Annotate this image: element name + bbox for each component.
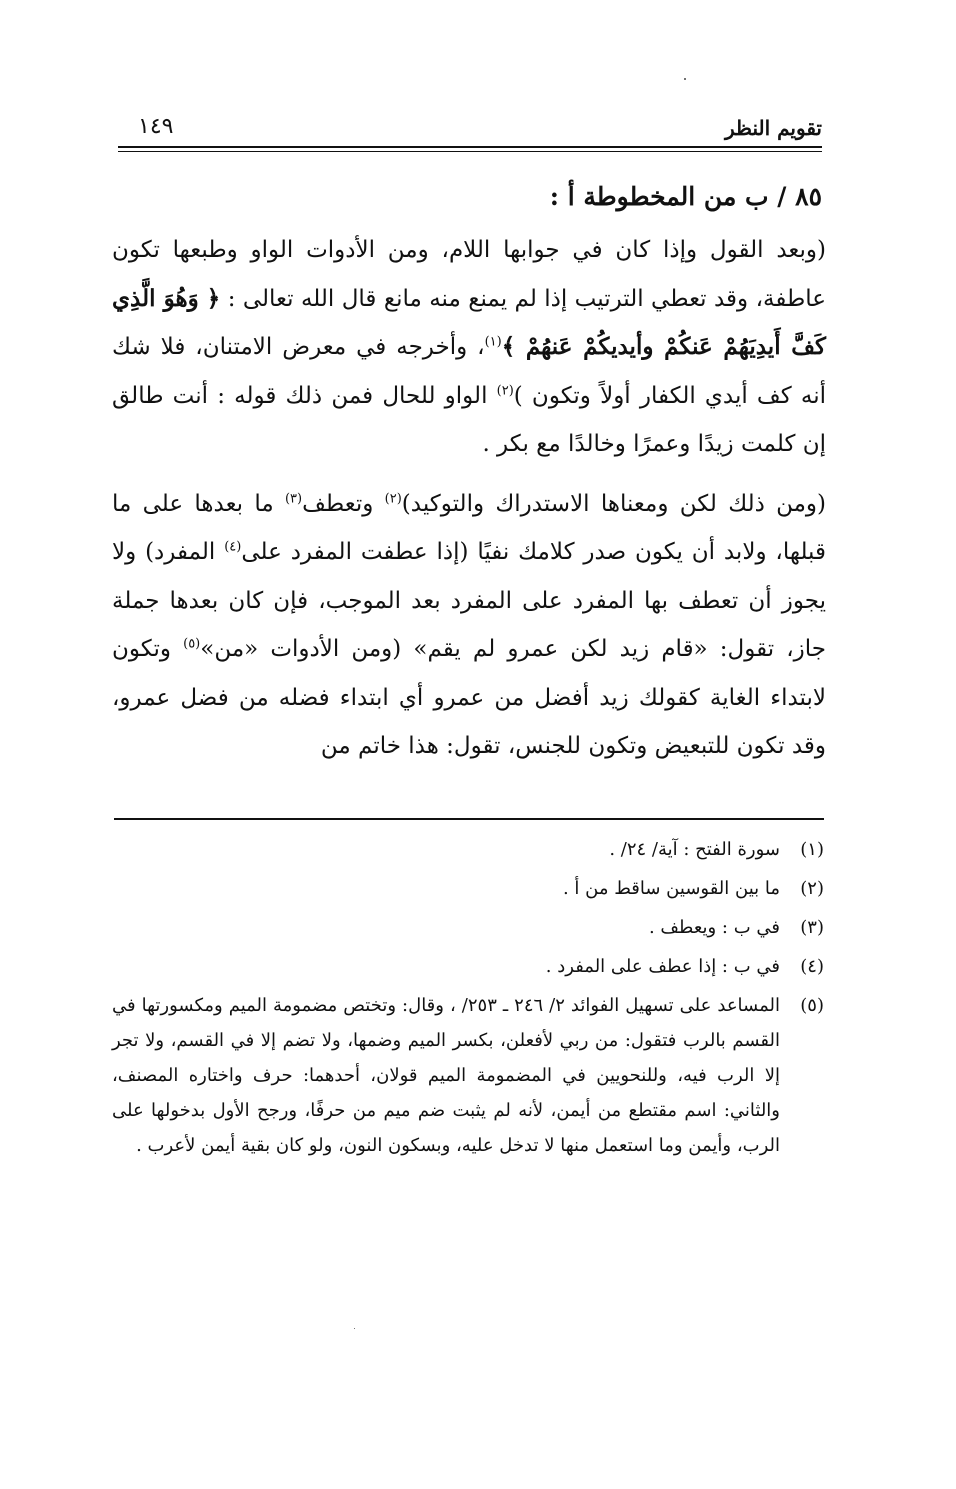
footnote-ref: (١) <box>484 334 502 350</box>
footnote-ref: (٥) <box>183 636 201 652</box>
paragraph-text: وتكون لابتداء الغاية كقولك زيد أفضل من عمرو أي ابتداء فضله من فضل عمرو، وقد تكون للتبعيض وتكون للجنس، تقول: هذا خاتم من <box>112 636 826 759</box>
quran-verse: ﴿ وَهُوَ الَّذِي كَفَّ أَيدِيَهُمْ عَنكُمْ وأيديكُمْ عَنهُمْ ﴾ <box>112 284 826 360</box>
footnote-item <box>112 949 824 984</box>
header-rule <box>118 146 822 148</box>
section-heading: ٨٥ / ب من المخطوطة أ : <box>549 182 822 211</box>
running-title: تقويم النظر <box>725 116 822 140</box>
scan-speck <box>684 78 686 80</box>
paragraph-text: الواو للحال فمن ذلك قوله : أنت طالق إن كلمت زيدًا وعمرًا وخالدًا مع بكر . <box>112 382 826 457</box>
paragraph-2 <box>112 480 826 771</box>
scan-speck <box>354 1328 355 1329</box>
paragraph-text: المفرد) ولا يجوز أن تعطف بها المفرد على المفرد بعد الموجب، فإن كان بعدها جملة جاز، تقول: «قام زيد لكن عمرو لم يقم» (ومن الأدوات «من» <box>112 539 827 662</box>
footnote-item <box>112 910 824 945</box>
paragraph-1 <box>112 226 826 469</box>
footnote-number: (١) <box>800 839 824 860</box>
paragraph-text: وتعطف <box>302 490 385 517</box>
footnote-number: (٣) <box>800 917 824 938</box>
header-rule-thin <box>118 151 822 152</box>
footnote-item <box>112 832 824 867</box>
footnote-ref: (٢) <box>384 490 402 506</box>
page-number: ١٤٩ <box>138 114 174 139</box>
main-text <box>112 172 826 782</box>
footnote-text: سورة الفتح : آية/ ٢٤/ . <box>609 839 780 860</box>
paragraph-text: (وبعد القول وإذا كان في جوابها اللام، ومن الأدوات الواو وطبعها تكون عاطفة، وقد تعطي الترتيب إذا لم يمنع منه مانع قال الله تعالى : <box>112 237 826 312</box>
footnote-ref: (٤) <box>224 539 242 555</box>
paragraph-text: ما بعدها على ما قبلها، ولابد أن يكون صدر كلامك نفيًا (إذا عطفت المفرد على <box>112 490 826 565</box>
paragraph-text: ، وأخرجه في معرض الامتنان، فلا شك أنه كف أيدي الكفار أولاً وتكون ) <box>112 334 826 409</box>
footnote-text: في ب : إذا عطف على المفرد . <box>545 956 780 977</box>
footnote-ref: (٣) <box>284 490 303 506</box>
footnote-text: في ب : ويعطف . <box>648 917 780 938</box>
footnote-number: (٢) <box>800 878 824 899</box>
footnote-item <box>112 871 824 906</box>
footnote-separator <box>114 818 824 820</box>
footnote-item <box>112 988 824 1163</box>
footnote-number: (٥) <box>800 995 824 1016</box>
footnote-text: ما بين القوسين ساقط من أ . <box>562 878 780 899</box>
footnote-text: المساعد على تسهيل الفوائد ٢/ ٢٤٦ ـ ٢٥٣/ ، وقال: وتختص مضمومة الميم ومكسورتها في القسم بالرب فتقول: من ربي لأفعلن، بكسر الميم وضمها، ولا تضم إلا في القسم، ولا تجر إلا الرب فيه، وللنحويين في المضمومة الميم قولان، أحدهما: حرف واختاره المصنف، والثاني: اسم مقتطع من أيمن، لأنه لم يثبت ضم ميم من حرفًا، ورجح الأول بدخولها على الرب، وأيمن وما استعمل منها لا تدخل عليه، وبسكون النون، ولو كان بقية أيمن لأعرب . <box>112 995 780 1156</box>
running-header <box>118 112 822 146</box>
footnote-number: (٤) <box>800 956 824 977</box>
footnote-ref: (٢) <box>496 382 514 398</box>
paragraph-text: (ومن ذلك لكن ومعناها الاستدراك والتوكيد) <box>401 490 827 517</box>
footnotes-list <box>112 832 824 1167</box>
